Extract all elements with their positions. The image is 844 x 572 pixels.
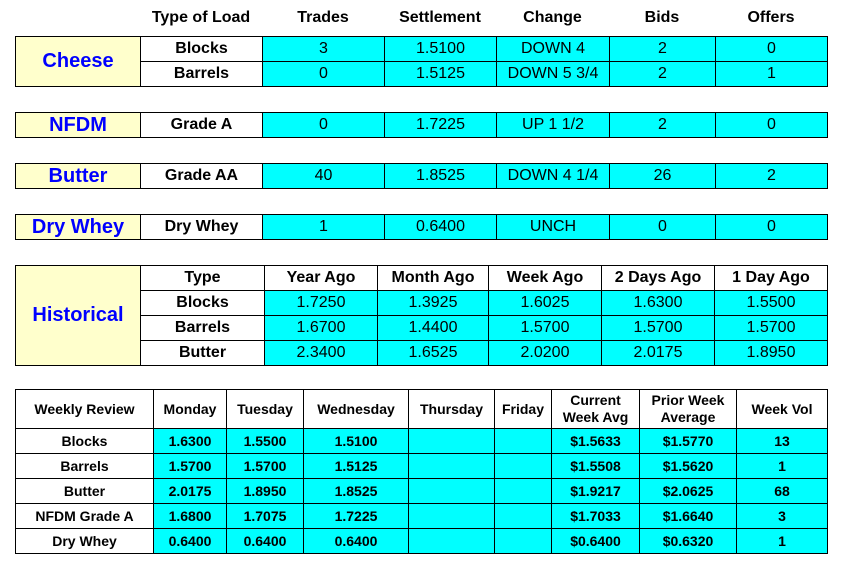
weekly-monday: 0.6400 [154, 529, 227, 554]
weekly-current-avg: $1.5633 [552, 429, 640, 454]
header-trades: Trades [297, 9, 349, 26]
weekly-prior-avg: $2.0625 [640, 479, 737, 504]
table-row [16, 429, 828, 454]
weekly-wednesday: 0.6400 [304, 529, 409, 554]
weekly-tuesday: 1.8950 [227, 479, 304, 504]
weekly-vol: 1 [737, 454, 828, 479]
weekly-row-name: Barrels [16, 454, 154, 479]
weekly-wednesday: 1.5100 [304, 429, 409, 454]
nfdm-settlement: 1.7225 [385, 113, 497, 138]
nfdm-table [15, 112, 828, 138]
header-offers: Offers [747, 9, 795, 26]
weekly-vol: 13 [737, 429, 828, 454]
weekly-monday: 1.6300 [154, 429, 227, 454]
weekly-vol: 68 [737, 479, 828, 504]
historical-header-month-ago: Month Ago [378, 266, 489, 291]
weekly-review-table [15, 389, 828, 554]
weekly-header-current-avg: Current Week Avg [552, 390, 640, 429]
weekly-tuesday: 1.7075 [227, 504, 304, 529]
weekly-vol: 1 [737, 529, 828, 554]
drywhey-trades: 1 [263, 215, 385, 240]
drywhey-change: UNCH [497, 215, 610, 240]
historical-cell: 1.6025 [489, 291, 602, 316]
weekly-row-name: Butter [16, 479, 154, 504]
weekly-wednesday: 1.7225 [304, 504, 409, 529]
weekly-current-avg: $0.6400 [552, 529, 640, 554]
butter-offers: 2 [716, 164, 828, 189]
butter-type: Grade AA [141, 164, 263, 189]
historical-table [15, 265, 828, 366]
cheese-barrels-bids: 2 [610, 62, 716, 87]
weekly-thursday [409, 479, 495, 504]
nfdm-offers: 0 [716, 113, 828, 138]
nfdm-change: UP 1 1/2 [497, 113, 610, 138]
weekly-friday [495, 429, 552, 454]
weekly-current-avg: $1.5508 [552, 454, 640, 479]
header-type-of-load: Type of Load [151, 9, 251, 26]
historical-header-year-ago: Year Ago [265, 266, 378, 291]
historical-row-type: Barrels [141, 316, 265, 341]
historical-header-type: Type [141, 266, 265, 291]
historical-header-1-day-ago: 1 Day Ago [715, 266, 828, 291]
butter-change: DOWN 4 1/4 [497, 164, 610, 189]
weekly-header-tuesday: Tuesday [227, 390, 304, 429]
weekly-header-friday: Friday [495, 390, 552, 429]
weekly-row-name: Blocks [16, 429, 154, 454]
historical-header-2-days-ago: 2 Days Ago [602, 266, 715, 291]
weekly-friday [495, 479, 552, 504]
weekly-prior-avg: $0.6320 [640, 529, 737, 554]
historical-cell: 1.5700 [715, 316, 828, 341]
cheese-label: Cheese [16, 37, 141, 87]
weekly-row-name: NFDM Grade A [16, 504, 154, 529]
weekly-thursday [409, 429, 495, 454]
historical-cell: 1.3925 [378, 291, 489, 316]
nfdm-type: Grade A [141, 113, 263, 138]
historical-cell: 1.6700 [265, 316, 378, 341]
cheese-blocks-change: DOWN 4 [497, 37, 610, 62]
historical-row-type: Butter [141, 341, 265, 366]
historical-cell: 1.6525 [378, 341, 489, 366]
drywhey-type: Dry Whey [141, 215, 263, 240]
weekly-header-thursday: Thursday [409, 390, 495, 429]
historical-cell: 2.0175 [602, 341, 715, 366]
butter-table [15, 163, 828, 189]
cheese-blocks-settlement: 1.5100 [385, 37, 497, 62]
drywhey-bids: 0 [610, 215, 716, 240]
butter-settlement: 1.8525 [385, 164, 497, 189]
weekly-wednesday: 1.5125 [304, 454, 409, 479]
weekly-friday [495, 454, 552, 479]
weekly-tuesday: 0.6400 [227, 529, 304, 554]
cheese-table [15, 36, 828, 87]
weekly-wednesday: 1.8525 [304, 479, 409, 504]
table-row [16, 529, 828, 554]
cheese-barrels-type: Barrels [141, 62, 263, 87]
weekly-tuesday: 1.5500 [227, 429, 304, 454]
drywhey-table [15, 214, 828, 240]
drywhey-offers: 0 [716, 215, 828, 240]
header-bids: Bids [644, 9, 680, 26]
cheese-blocks-type: Blocks [141, 37, 263, 62]
weekly-header-label: Weekly Review [16, 390, 154, 429]
nfdm-trades: 0 [263, 113, 385, 138]
nfdm-bids: 2 [610, 113, 716, 138]
weekly-tuesday: 1.5700 [227, 454, 304, 479]
butter-label: Butter [16, 164, 141, 189]
weekly-monday: 1.6800 [154, 504, 227, 529]
historical-cell: 1.5700 [602, 316, 715, 341]
cheese-barrels-offers: 1 [716, 62, 828, 87]
cheese-blocks-bids: 2 [610, 37, 716, 62]
drywhey-label: Dry Whey [16, 215, 141, 240]
weekly-current-avg: $1.7033 [552, 504, 640, 529]
historical-cell: 2.0200 [489, 341, 602, 366]
cheese-blocks-offers: 0 [716, 37, 828, 62]
weekly-prior-avg: $1.6640 [640, 504, 737, 529]
weekly-thursday [409, 454, 495, 479]
cheese-blocks-trades: 3 [263, 37, 385, 62]
historical-cell: 2.3400 [265, 341, 378, 366]
historical-cell: 1.4400 [378, 316, 489, 341]
table-row [16, 454, 828, 479]
weekly-vol: 3 [737, 504, 828, 529]
cheese-barrels-settlement: 1.5125 [385, 62, 497, 87]
historical-cell: 1.7250 [265, 291, 378, 316]
historical-cell: 1.5700 [489, 316, 602, 341]
historical-label: Historical [16, 266, 141, 366]
nfdm-label: NFDM [16, 113, 141, 138]
weekly-header-vol: Week Vol [737, 390, 828, 429]
column-headers [140, 7, 827, 29]
historical-cell: 1.5500 [715, 291, 828, 316]
weekly-header-monday: Monday [154, 390, 227, 429]
drywhey-settlement: 0.6400 [385, 215, 497, 240]
historical-row-type: Blocks [141, 291, 265, 316]
butter-trades: 40 [263, 164, 385, 189]
weekly-friday [495, 529, 552, 554]
weekly-header-wednesday: Wednesday [304, 390, 409, 429]
table-row [16, 479, 828, 504]
weekly-thursday [409, 504, 495, 529]
header-change: Change [523, 9, 582, 26]
weekly-thursday [409, 529, 495, 554]
butter-bids: 26 [610, 164, 716, 189]
weekly-current-avg: $1.9217 [552, 479, 640, 504]
weekly-prior-avg: $1.5620 [640, 454, 737, 479]
historical-cell: 1.8950 [715, 341, 828, 366]
cheese-barrels-change: DOWN 5 3/4 [497, 62, 610, 87]
header-settlement: Settlement [399, 9, 481, 26]
cheese-barrels-trades: 0 [263, 62, 385, 87]
weekly-monday: 2.0175 [154, 479, 227, 504]
weekly-prior-avg: $1.5770 [640, 429, 737, 454]
historical-header-week-ago: Week Ago [489, 266, 602, 291]
weekly-row-name: Dry Whey [16, 529, 154, 554]
weekly-monday: 1.5700 [154, 454, 227, 479]
table-row [16, 504, 828, 529]
weekly-friday [495, 504, 552, 529]
weekly-header-prior-avg: Prior Week Average [640, 390, 737, 429]
historical-cell: 1.6300 [602, 291, 715, 316]
